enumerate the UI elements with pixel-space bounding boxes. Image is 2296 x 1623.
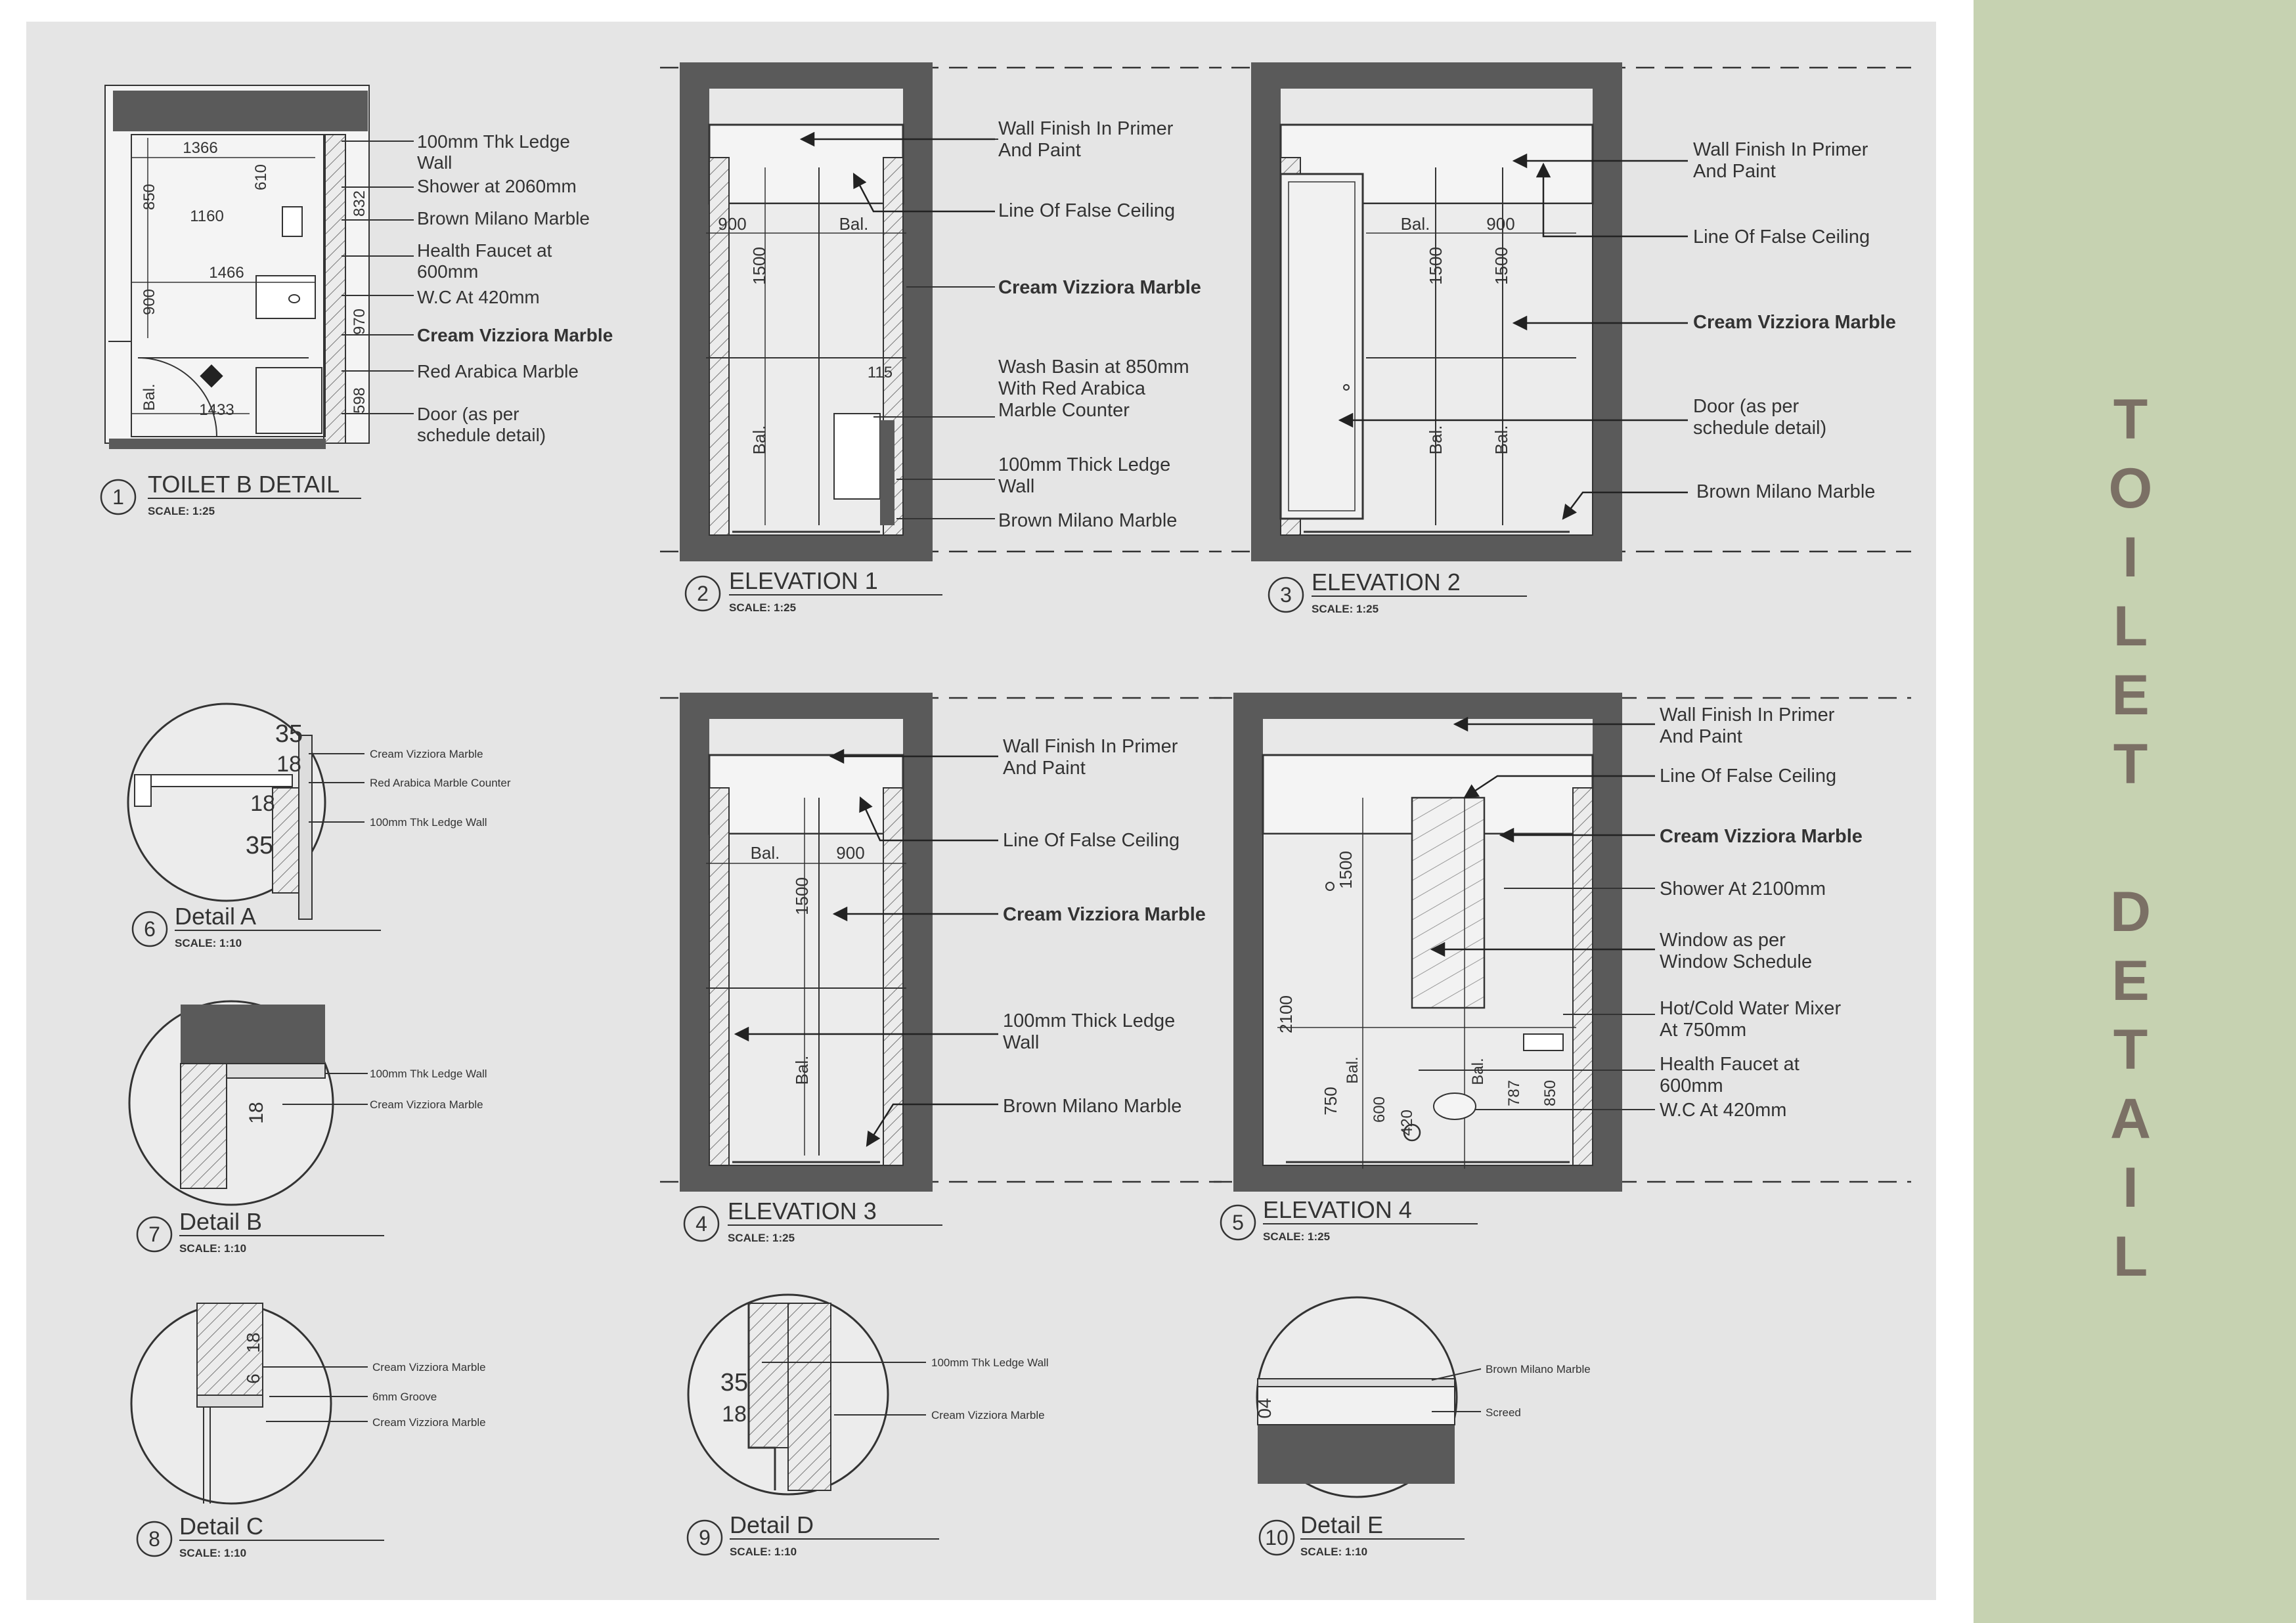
dimension-label: 18 <box>243 1332 263 1353</box>
sheet-title-letter: O <box>2108 457 2153 520</box>
annotation-label: Cream Vizziora Marble <box>1003 904 1206 925</box>
annotation-label: Line Of False Ceiling <box>1660 766 1837 787</box>
annotation-label: Cream Vizziora Marble <box>417 325 613 345</box>
marble-strip <box>227 1064 325 1078</box>
sheet-title-letter: I <box>2123 1156 2138 1219</box>
annotation-label: And Paint <box>1660 726 1742 747</box>
slab-section <box>181 1005 325 1064</box>
annotation-label: Marble Counter <box>998 400 1130 421</box>
view-title: ELEVATION 2 <box>1312 569 1461 595</box>
dimension-label: 900 <box>141 288 158 316</box>
view-scale: SCALE: 1:25 <box>1263 1230 1331 1243</box>
view-scale: SCALE: 1:10 <box>175 937 242 949</box>
view-title: Detail C <box>179 1513 264 1540</box>
plan-top-wall <box>113 91 368 131</box>
annotation-label: Brown Milano Marble <box>1003 1096 1182 1117</box>
sheet-title-letter: L <box>2113 595 2148 658</box>
dimension-label: 18 <box>250 791 275 816</box>
view-number: 4 <box>695 1212 707 1236</box>
dimension-label: Bal. <box>1400 214 1430 234</box>
annotation-label: schedule detail) <box>1693 418 1827 439</box>
dimension-label: 850 <box>141 183 158 211</box>
slab-top <box>680 62 933 89</box>
dimension-label: Bal. <box>141 383 158 411</box>
annotation-label: Wall Finish In Primer <box>1660 704 1835 725</box>
annotation-label: 100mm Thk Ledge Wall <box>370 1068 487 1080</box>
annotation-label: Red Arabica Marble Counter <box>370 777 511 789</box>
dimension-label: 1366 <box>183 139 218 157</box>
annotation-label: Wall Finish In Primer <box>1693 139 1868 160</box>
view-scale: SCALE: 1:10 <box>730 1546 797 1558</box>
plan-right-wall <box>324 135 345 443</box>
view-number: 5 <box>1232 1211 1244 1234</box>
dimension-label: 115 <box>867 364 893 381</box>
dimension-label: 1466 <box>209 264 244 282</box>
ledge-wall <box>749 1303 788 1448</box>
annotation-label: 100mm Thick Ledge <box>998 454 1171 475</box>
annotation-label: Wash Basin at 850mm <box>998 357 1189 378</box>
dimension-label: Bal. <box>1426 425 1446 455</box>
slab-top <box>1251 62 1622 89</box>
view-scale: SCALE: 1:25 <box>728 1232 795 1244</box>
wc-icon <box>1434 1093 1476 1119</box>
wall-right <box>1593 693 1622 1192</box>
dimension-label: 1500 <box>1426 247 1446 285</box>
annotation-label: Brown Milano Marble <box>1696 481 1876 502</box>
dimension-label: 1433 <box>199 401 234 419</box>
annotation-label: Cream Vizziora Marble <box>372 1361 486 1374</box>
annotation-label: Hot/Cold Water Mixer <box>1660 998 1842 1019</box>
sheet-title-letter: D <box>2109 880 2152 943</box>
annotation-label: Shower at 2060mm <box>417 176 577 196</box>
dimension-label: 35 <box>275 720 303 748</box>
dimension-label: Bal. <box>749 425 769 455</box>
wall-left <box>1251 62 1281 561</box>
dimension-label: 1500 <box>792 877 812 915</box>
view-scale: SCALE: 1:10 <box>179 1547 247 1559</box>
wall-left <box>680 62 709 561</box>
annotation-label: 100mm Thk Ledge Wall <box>931 1356 1049 1369</box>
dimension-label: Bal. <box>1344 1056 1361 1084</box>
dimension-label: 6 <box>243 1374 263 1384</box>
wall-right <box>903 693 933 1192</box>
view-scale: SCALE: 1:25 <box>729 601 797 614</box>
annotation-label: Door (as per <box>1693 396 1799 417</box>
dimension-label: Bal. <box>1491 425 1511 455</box>
counter-edge <box>135 775 151 806</box>
annotation-label: W.C At 420mm <box>417 287 540 307</box>
slab-section <box>1258 1425 1455 1484</box>
annotation-label: Window as per <box>1660 930 1786 951</box>
wall-left <box>1233 693 1263 1192</box>
dimension-label: 750 <box>1321 1087 1340 1115</box>
annotation-label: Brown Milano Marble <box>417 208 590 228</box>
ledge-wall-right <box>1573 788 1593 1165</box>
annotation-label: Wall <box>1003 1032 1040 1053</box>
dimension-label: Bal. <box>792 1055 812 1085</box>
dimension-label: 900 <box>836 843 865 863</box>
view-number: 2 <box>697 582 709 605</box>
dimension-label: 18 <box>246 1102 267 1124</box>
annotation-label: W.C At 420mm <box>1660 1100 1787 1121</box>
annotation-label: Cream Vizziora Marble <box>1693 312 1896 333</box>
annotation-label: And Paint <box>998 140 1081 161</box>
sheet-title-letter: E <box>2111 664 2150 727</box>
ledge-wall <box>181 1064 227 1188</box>
view-scale: SCALE: 1:25 <box>148 505 215 517</box>
sheet-title-letter: T <box>2113 1018 2148 1081</box>
screed-layer <box>1258 1385 1455 1425</box>
dimension-label: Bal. <box>839 214 869 234</box>
ledge-wall-left <box>709 788 729 1165</box>
dimension-label: 600 <box>1371 1096 1388 1123</box>
slab-bottom <box>1251 535 1622 561</box>
mixer-icon <box>1524 1034 1563 1050</box>
window-glass <box>1412 798 1484 1008</box>
counter-top <box>135 775 292 787</box>
annotation-label: Wall <box>417 152 453 173</box>
annotation-label: Brown Milano Marble <box>1486 1363 1591 1375</box>
view-number: 9 <box>699 1526 711 1549</box>
annotation-label: 600mm <box>1660 1075 1723 1096</box>
sheet-title-letter: A <box>2109 1087 2152 1150</box>
dimension-label: 18 <box>722 1402 747 1427</box>
annotation-label: Line Of False Ceiling <box>1693 227 1870 248</box>
dimension-label: 1500 <box>749 247 769 285</box>
view-number: 6 <box>144 917 156 941</box>
annotation-label: 100mm Thk Ledge Wall <box>370 816 487 829</box>
annotation-label: Line Of False Ceiling <box>998 200 1176 221</box>
annotation-label: Cream Vizziora Marble <box>998 277 1201 298</box>
annotation-label: Cream Vizziora Marble <box>370 1098 483 1111</box>
sheet-title-letter: E <box>2111 949 2150 1012</box>
dimension-label: 900 <box>718 214 747 234</box>
annotation-label: Cream Vizziora Marble <box>1660 826 1863 847</box>
dimension-label: 1160 <box>190 207 224 225</box>
door-panel <box>1281 174 1363 519</box>
view-title: Detail E <box>1300 1511 1384 1538</box>
shower-tray <box>282 207 302 236</box>
plan-bottom-wall <box>109 439 326 449</box>
annotation-label: At 750mm <box>1660 1020 1747 1041</box>
dimension-label: 787 <box>1505 1079 1523 1107</box>
sheet-title-letter: L <box>2113 1225 2148 1288</box>
view-number: 10 <box>1265 1526 1289 1549</box>
marble-strip <box>1258 1379 1455 1387</box>
view-number: 3 <box>1280 583 1292 607</box>
dimension-label: 598 <box>351 387 368 414</box>
false-ceiling-band <box>709 125 903 204</box>
dimension-label: 1500 <box>1491 247 1511 285</box>
view-title: Detail A <box>175 903 257 930</box>
view-title: ELEVATION 3 <box>728 1198 877 1224</box>
annotation-label: Red Arabica Marble <box>417 361 579 381</box>
sheet-title-letter: I <box>2123 526 2138 589</box>
view-title: ELEVATION 1 <box>729 567 878 594</box>
view-number: 7 <box>148 1223 160 1246</box>
dimension-label: 970 <box>351 308 368 335</box>
annotation-label: With Red Arabica <box>998 378 1146 399</box>
dimension-label: 18 <box>276 752 301 777</box>
slab-bottom <box>680 1165 933 1192</box>
dimension-label: 850 <box>1541 1079 1559 1107</box>
slab-top <box>1233 693 1622 719</box>
annotation-label: Line Of False Ceiling <box>1003 830 1180 851</box>
wall-right <box>903 62 933 561</box>
annotation-label: 6mm Groove <box>372 1391 437 1403</box>
wall-right <box>1593 62 1622 561</box>
dimension-label: 1500 <box>1336 851 1356 889</box>
dimension-label: 35 <box>245 832 274 859</box>
view-title: TOILET B DETAIL <box>148 471 340 498</box>
annotation-label: Health Faucet at <box>1660 1054 1799 1075</box>
annotation-label: schedule detail) <box>417 425 546 445</box>
slab-top <box>680 693 933 719</box>
view-number: 1 <box>112 485 124 509</box>
annotation-label: And Paint <box>1003 758 1086 779</box>
slab-bottom <box>680 535 933 561</box>
wash-basin <box>834 414 880 499</box>
annotation-label: Screed <box>1486 1406 1521 1419</box>
dimension-label: 900 <box>1486 214 1515 234</box>
annotation-label: Brown Milano Marble <box>998 510 1178 531</box>
dimension-label: Bal. <box>1469 1058 1487 1085</box>
dimension-label: 35 <box>720 1369 749 1396</box>
annotation-label: Window Schedule <box>1660 951 1813 972</box>
annotation-label: Shower At 2100mm <box>1660 878 1826 899</box>
view-scale: SCALE: 1:25 <box>1312 603 1379 615</box>
annotation-label: 100mm Thick Ledge <box>1003 1010 1176 1031</box>
view-title: Detail D <box>730 1511 814 1538</box>
view-number: 8 <box>148 1527 160 1551</box>
dimension-label: 610 <box>252 163 270 191</box>
dimension-label: 420 <box>1398 1109 1416 1136</box>
annotation-label: Cream Vizziora Marble <box>372 1416 486 1429</box>
dimension-label: 832 <box>351 190 368 217</box>
annotation-label: Wall Finish In Primer <box>1003 736 1178 757</box>
sheet-title-letter: T <box>2113 388 2148 451</box>
view-title: ELEVATION 4 <box>1263 1196 1412 1223</box>
annotation-label: Cream Vizziora Marble <box>931 1409 1045 1421</box>
annotation-label: Wall Finish In Primer <box>998 118 1174 139</box>
false-ceiling-band <box>709 755 903 834</box>
annotation-label: 100mm Thk Ledge <box>417 131 570 152</box>
view-scale: SCALE: 1:10 <box>179 1242 247 1255</box>
wall-left <box>680 693 709 1192</box>
annotation-label: 600mm <box>417 261 479 282</box>
dimension-label: 2100 <box>1276 995 1296 1033</box>
dimension-label: Bal. <box>750 843 780 863</box>
view-title: Detail B <box>179 1208 263 1235</box>
ledge-wall-right <box>883 788 903 1165</box>
view-scale: SCALE: 1:10 <box>1300 1546 1368 1558</box>
wall-section <box>788 1303 831 1490</box>
annotation-label: And Paint <box>1693 161 1776 182</box>
annotation-label: Health Faucet at <box>417 240 552 261</box>
sheet-title-letter: T <box>2113 733 2148 796</box>
annotation-label: Door (as per <box>417 404 519 424</box>
ledge-wall <box>880 420 894 525</box>
marble-strip <box>197 1395 263 1407</box>
slab-bottom <box>1233 1165 1622 1192</box>
annotation-label: Cream Vizziora Marble <box>370 748 483 760</box>
annotation-label: Wall <box>998 476 1035 497</box>
dimension-label: 04 <box>1254 1398 1275 1419</box>
